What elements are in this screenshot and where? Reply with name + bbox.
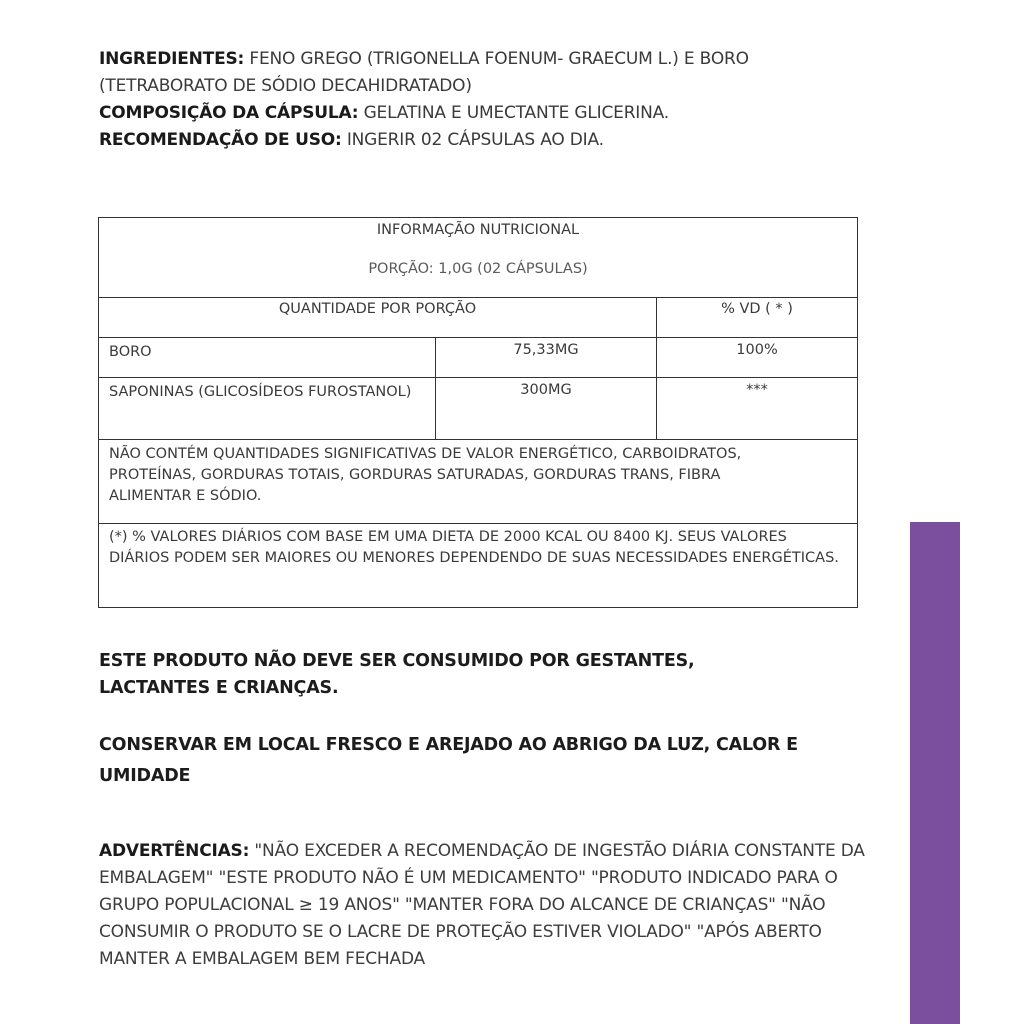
nutrition-column-header	[99, 298, 857, 338]
nutrient-amount: 75,33MG	[435, 338, 656, 377]
advice-text: "NÃO EXCEDER A RECOMENDAÇÃO DE INGESTÃO DIÁRIA CONSTANTE DA EMBALAGEM" "ESTE PRODUTO NÃO É UM MEDICAMENTO" "PRODUTO INDICADO PARA O GRUPO POPULACIONAL ≥ 19 ANOS" "MANTER FORA DO ALCANCE DE CRIANÇAS" "NÃO CONSUMIR O PRODUTO SE O LACRE DE PROTEÇÃO ESTIVER VIOLADO" "APÓS ABERTO MANTER A EMBALAGEM BEM FECHADA	[99, 841, 865, 969]
product-info	[99, 46, 869, 154]
usage-label: RECOMENDAÇÃO DE USO:	[99, 130, 342, 150]
capsule-label: COMPOSIÇÃO DA CÁPSULA:	[99, 103, 359, 123]
daily-values-footnote	[99, 524, 857, 607]
ingredients-label: INGREDIENTES:	[99, 49, 245, 69]
col-amount-header: QUANTIDADE POR PORÇÃO	[278, 301, 477, 317]
consumption-warning	[99, 648, 869, 702]
advice-paragraph	[99, 838, 869, 973]
advice-label: ADVERTÊNCIAS:	[99, 841, 250, 861]
consumption-warning-text: ESTE PRODUTO NÃO DEVE SER CONSUMIDO POR GESTANTES, LACTANTES E CRIANÇAS.	[99, 651, 695, 698]
nutrient-amount: 300MG	[435, 378, 656, 439]
usage-text: INGERIR 02 CÁPSULAS AO DIA.	[346, 130, 604, 150]
capsule-line	[99, 100, 869, 127]
col-vd-header: % VD ( * )	[656, 298, 857, 337]
ingredients-line	[99, 46, 869, 100]
nutrient-vd: 100%	[656, 338, 857, 377]
capsule-text: GELATINA E UMECTANTE GLICERINA.	[363, 103, 669, 123]
nutrient-row	[99, 338, 857, 378]
nutrition-title: INFORMAÇÃO NUTRICIONAL	[376, 222, 580, 238]
usage-line	[99, 127, 869, 154]
nutrition-header	[99, 218, 857, 298]
nutrition-portion: PORÇÃO: 1,0G (02 CÁPSULAS)	[368, 261, 588, 277]
nutrient-vd: ***	[656, 378, 857, 439]
nutrient-name: SAPONINAS (GLICOSÍDEOS FUROSTANOL)	[109, 384, 412, 400]
accent-bar	[910, 522, 960, 1024]
not-contains-note	[99, 440, 857, 524]
not-contains-text: NÃO CONTÉM QUANTIDADES SIGNIFICATIVAS DE VALOR ENERGÉTICO, CARBOIDRATOS, PROTEÍNAS, GORDURAS TOTAIS, GORDURAS SATURADAS, GORDURAS TRANS, FIBRA ALIMENTAR E SÓDIO.	[109, 446, 742, 504]
ingredients-text: FENO GREGO (TRIGONELLA FOENUM- GRAECUM L.) E BORO (TETRABORATO DE SÓDIO DECAHIDRATADO)	[99, 49, 749, 96]
storage-warning-text: CONSERVAR EM LOCAL FRESCO E AREJADO AO ABRIGO DA LUZ, CALOR E UMIDADE	[99, 735, 798, 786]
storage-warning	[99, 730, 869, 792]
nutrition-table	[98, 217, 858, 608]
footnote-text: (*) % VALORES DIÁRIOS COM BASE EM UMA DIETA DE 2000 KCAL OU 8400 KJ. SEUS VALORES DIÁRIOS PODEM SER MAIORES OU MENORES DEPENDENDO DE SUAS NECESSIDADES ENERGÉTICAS.	[109, 529, 839, 566]
nutrient-row	[99, 378, 857, 440]
advice-section	[99, 838, 869, 973]
nutrient-name: BORO	[109, 344, 152, 360]
